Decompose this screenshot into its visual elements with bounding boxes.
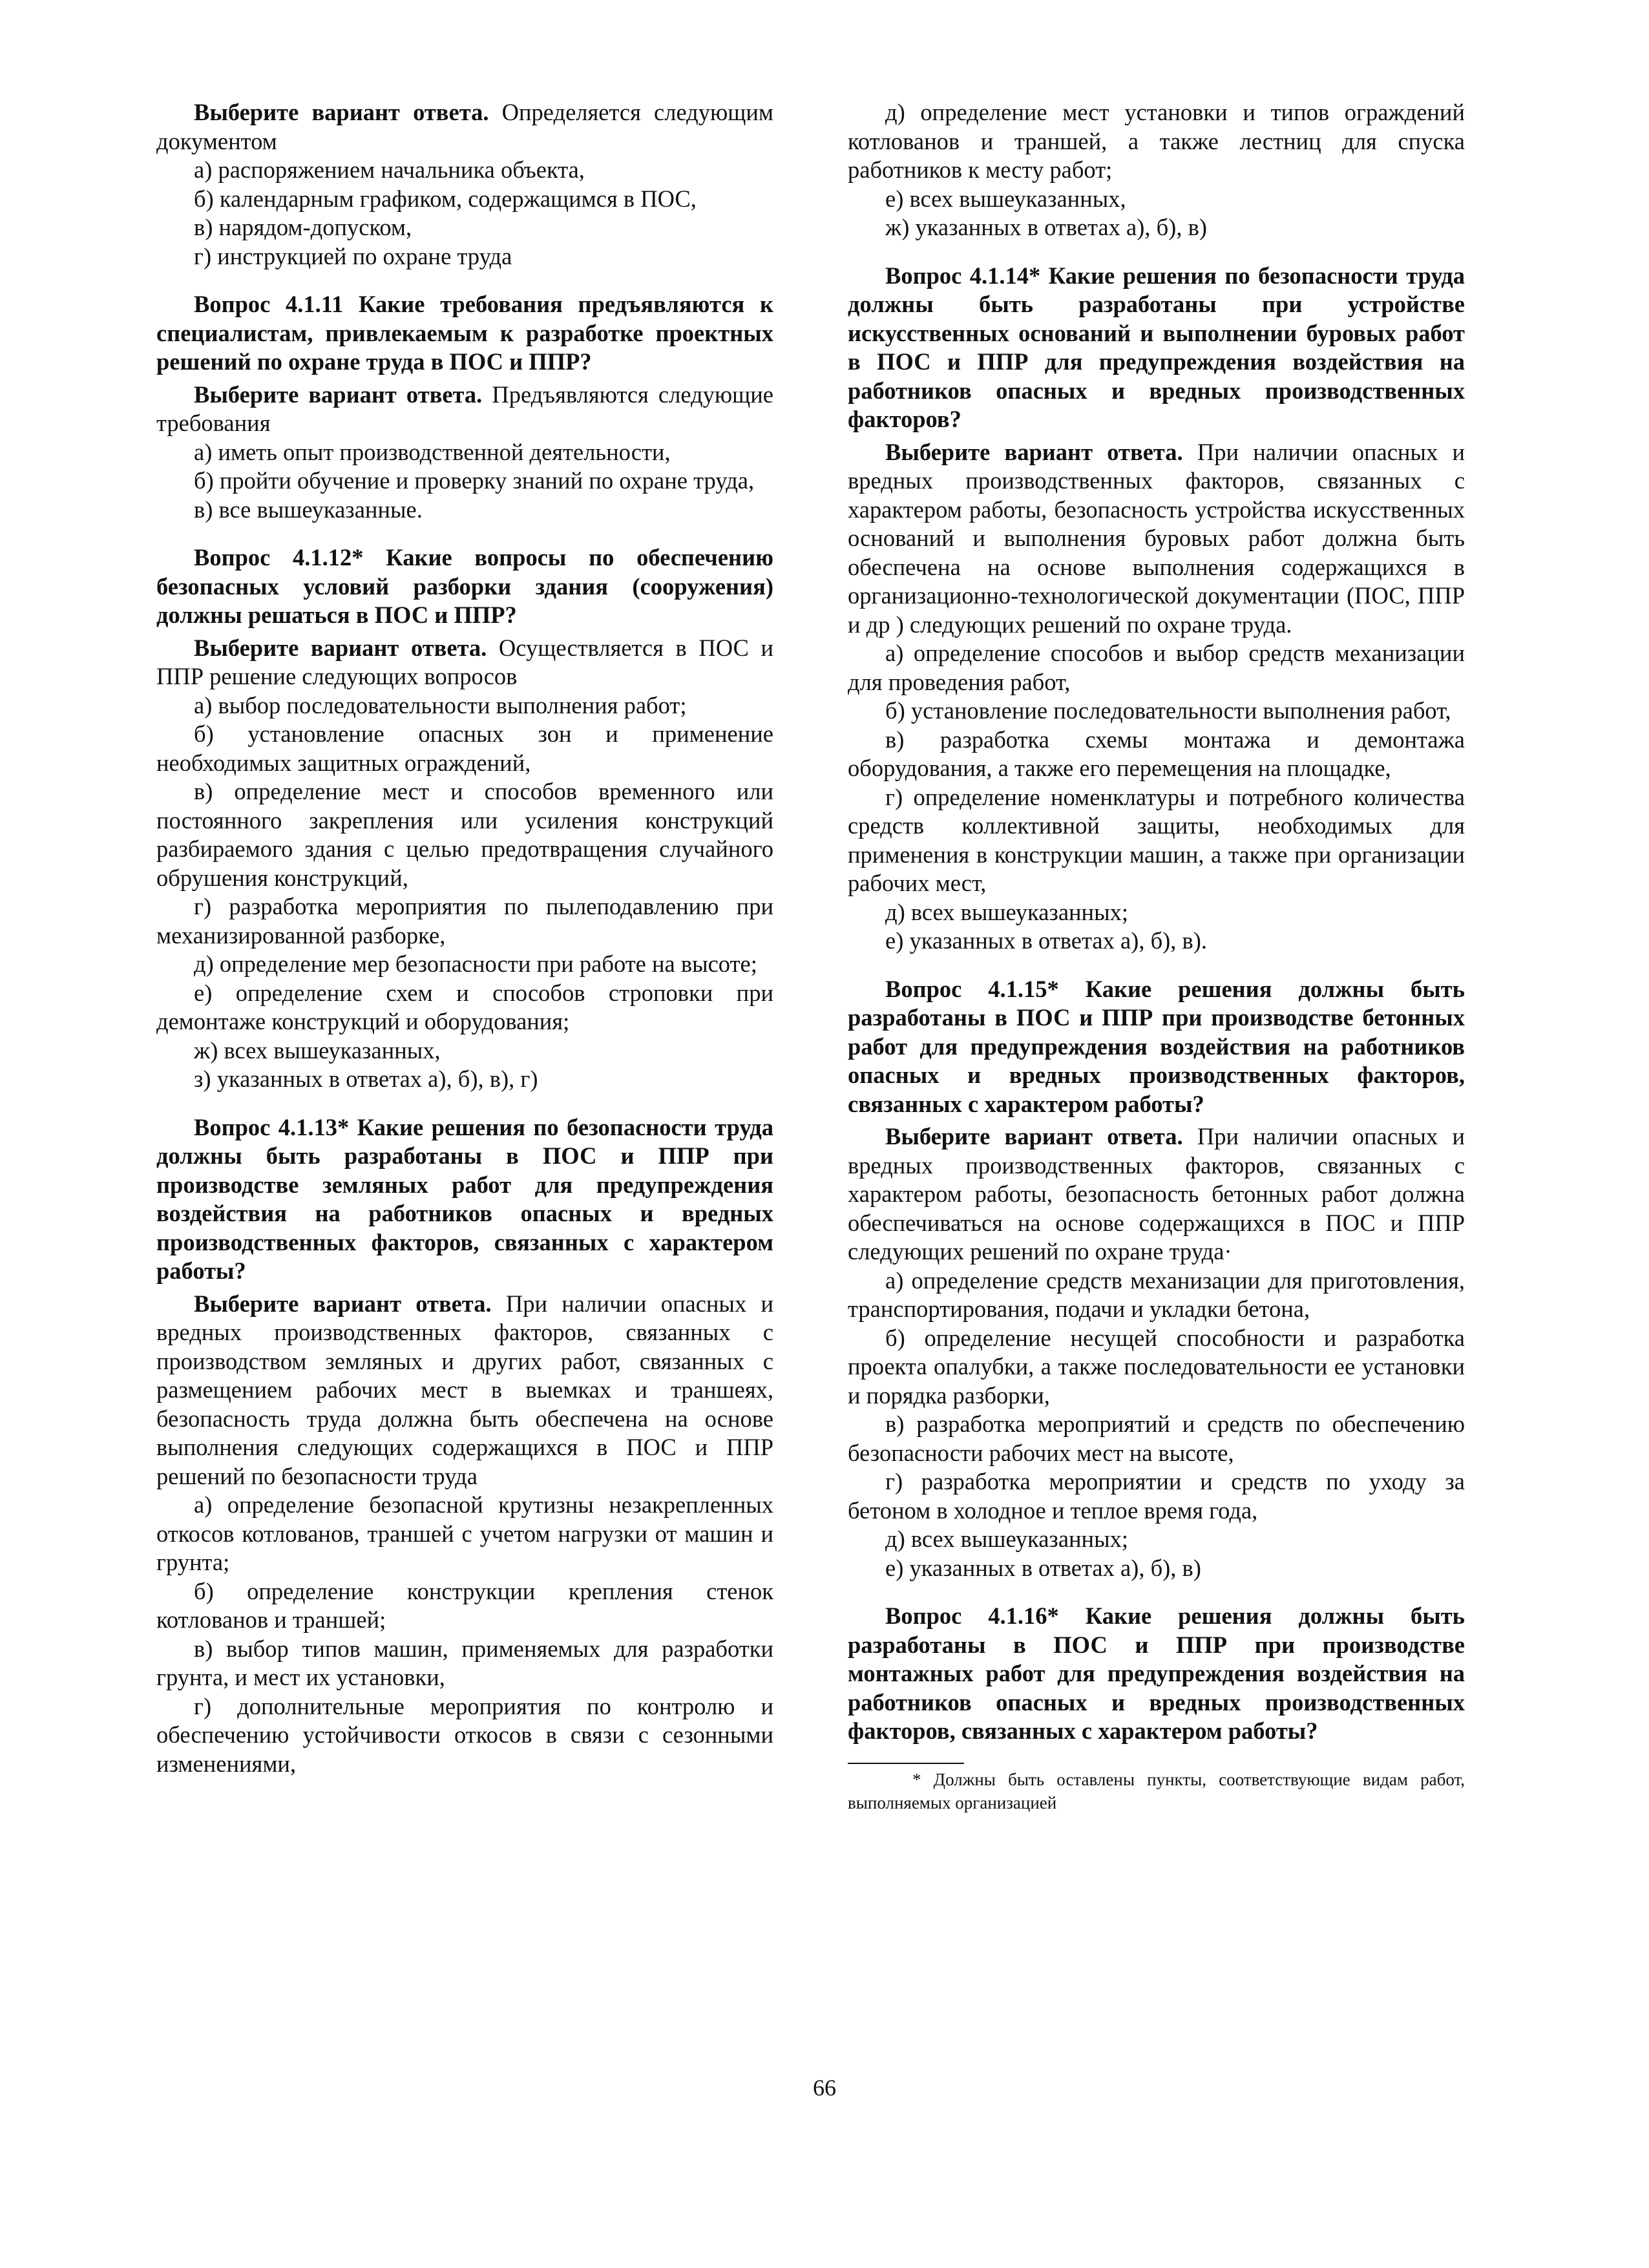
option-b: б) календарным графиком, содержащимся в ПОС, [194, 185, 697, 212]
option-b: б) определение конструкции крепления стенок котлованов и траншей; [156, 1577, 773, 1633]
option-f: е) всех вышеуказанных, [885, 185, 1126, 212]
answer-prompt: Выберите вариант ответа. При наличии опасных и вредных производственных факторов, связанных с характером работы, безопасность бетонных работ должна обеспечиваться на основе содержащихся в ПОС и ППР следующих решений по охране труда· [848, 1123, 1465, 1265]
answer-block-4-1-10: Выберите вариант ответа. Определяется следующим документом [156, 99, 773, 154]
option-g: ж) всех вышеуказанных, [194, 1036, 441, 1064]
option-a: а) определение способов и выбор средств механизации для проведения работ, [848, 640, 1465, 695]
option-c: в) разработка мероприятий и средств по обеспечению безопасности рабочих мест на высоте, [848, 1411, 1465, 1466]
option-c: в) определение мест и способов временного или постоянного закрепления или усиления конструкций разбираемого здания с целью предотвращения случайного обрушения конструкций, [156, 778, 773, 891]
right-column [848, 98, 1465, 1814]
option-a: а) определение безопасной крутизны незакрепленных откосов котлованов, траншей с учетом нагрузки от машин и грунта; [156, 1491, 773, 1575]
option-b: б) установление опасных зон и применение необходимых защитных ограждений, [156, 720, 773, 776]
option-b: б) установление последовательности выполнения работ, [885, 697, 1451, 724]
left-column [156, 98, 773, 1778]
option-e: д) определение мест установки и типов ограждений котлованов и траншей, а также лестниц для спуска работников к месту работ; [848, 99, 1465, 183]
option-c: в) все вышеуказанные. [194, 496, 423, 523]
answer-prompt: Выберите вариант ответа. При наличии опасных и вредных производственных факторов, связанных с характером работы, безопасность устройства искусственных оснований и выполнения буровых работ должна быть обеспечена на основе выполнения содержащихся в организационно-технологической документации (ПОС, ППР и др ) следующих решений по охране труда. [848, 438, 1465, 638]
option-a: а) иметь опыт производственной деятельности, [194, 438, 671, 465]
footnote-divider [848, 1763, 964, 1764]
option-b: б) пройти обучение и проверку знаний по охране труда, [194, 467, 755, 494]
option-e: д) всех вышеуказанных; [885, 898, 1128, 925]
option-c: в) разработка схемы монтажа и демонтажа оборудования, а также его перемещения на площадке, [848, 726, 1465, 781]
option-d: г) разработка мероприятии и средств по уходу за бетоном в холодное и теплое время года, [848, 1468, 1465, 1524]
option-b: б) определение несущей способности и разработка проекта опалубки, а также последовательности ее установки и порядка разборки, [848, 1324, 1465, 1409]
option-e: д) всех вышеуказанных; [885, 1526, 1128, 1552]
option-f: е) указанных в ответах а), б), в) [885, 1554, 1201, 1581]
option-d: г) определение номенклатуры и потребного количества средств коллективной защиты, необходимых для применения в конструкции машин, а также при организации рабочих мест, [848, 783, 1465, 896]
option-c: в) выбор типов машин, применяемых для разработки грунта, и мест их установки, [156, 1635, 773, 1690]
option-g: ж) указанных в ответах а), б), в) [885, 214, 1207, 240]
option-f: е) определение схем и способов строповки при демонтаже конструкций и оборудования; [156, 979, 773, 1034]
question-4-1-13: Вопрос 4.1.13* Какие решения по безопасности труда должны быть разработаны в ПОС и ППР при производстве земляных работ для предупреждения воздействия на работников опасных и вредных производственных факторов, связанных с характером работы? [156, 1113, 773, 1284]
option-c: в) нарядом-допуском, [194, 214, 412, 240]
question-4-1-16: Вопрос 4.1.16* Какие решения должны быть разработаны в ПОС и ППР при производстве монтажных работ для предупреждения воздействия на работников опасных и вредных производственных факторов, связанных с характером работы? [848, 1602, 1465, 1744]
option-d: г) разработка мероприятия по пылеподавлению при механизированной разборке, [156, 893, 773, 949]
option-a: а) выбор последовательности выполнения работ; [194, 691, 687, 719]
answer-prompt: Выберите вариант ответа. При наличии опасных и вредных производственных факторов, связанных с производством земляных и других работ, связанных с размещением рабочих мест в выемках и траншеях, безопасность труда должна быть обеспечена на основе выполнения следующих содержащихся в ПОС и ППР решений по безопасности труда [156, 1290, 773, 1489]
question-4-1-14: Вопрос 4.1.14* Какие решения по безопасности труда должны быть разработаны при устройстве искусственных оснований и выполнении буровых работ в ПОС и ППР для предупреждения воздействия на работников опасных и вредных производственных факторов? [848, 262, 1465, 432]
option-a: а) определение средств механизации для приготовления, транспортирования, подачи и укладки бетона, [848, 1266, 1465, 1322]
question-4-1-15: Вопрос 4.1.15* Какие решения должны быть разработаны в ПОС и ППР при производстве бетонных работ для предупреждения воздействия на работников опасных и вредных производственных факторов, связанных с характером работы? [848, 975, 1465, 1117]
question-4-1-11: Вопрос 4.1.11 Какие требования предъявляются к специалистам, привлекаемым к разработке проектных решений по охране труда в ПОС и ППР? [156, 291, 773, 375]
option-f: е) указанных в ответах а), б), в). [885, 927, 1208, 954]
question-4-1-12: Вопрос 4.1.12* Какие вопросы по обеспечению безопасных условий разборки здания (сооружения) должны решаться в ПОС и ППР? [156, 544, 773, 628]
footnote: * Должны быть оставлены пункты, соответствующие видам работ, выполняемых организацией [848, 1769, 1465, 1812]
page-number: 66 [813, 2075, 836, 2101]
option-d: г) дополнительные мероприятия по контролю и обеспечению устойчивости откосов в связи с сезонными изменениями, [156, 1692, 773, 1777]
option-d: г) инструкцией по охране труда [194, 242, 512, 269]
option-e: д) определение мер безопасности при работе на высоте; [194, 950, 757, 977]
answer-prompt: Выберите вариант ответа. Осуществляется в ПОС и ППР решение следующих вопросов [156, 634, 773, 689]
option-h: з) указанных в ответах а), б), в), г) [194, 1066, 538, 1092]
option-a: а) распоряжением начальника объекта, [194, 156, 585, 183]
answer-prompt: Выберите вариант ответа. Предъявляются следующие требования [156, 381, 773, 436]
